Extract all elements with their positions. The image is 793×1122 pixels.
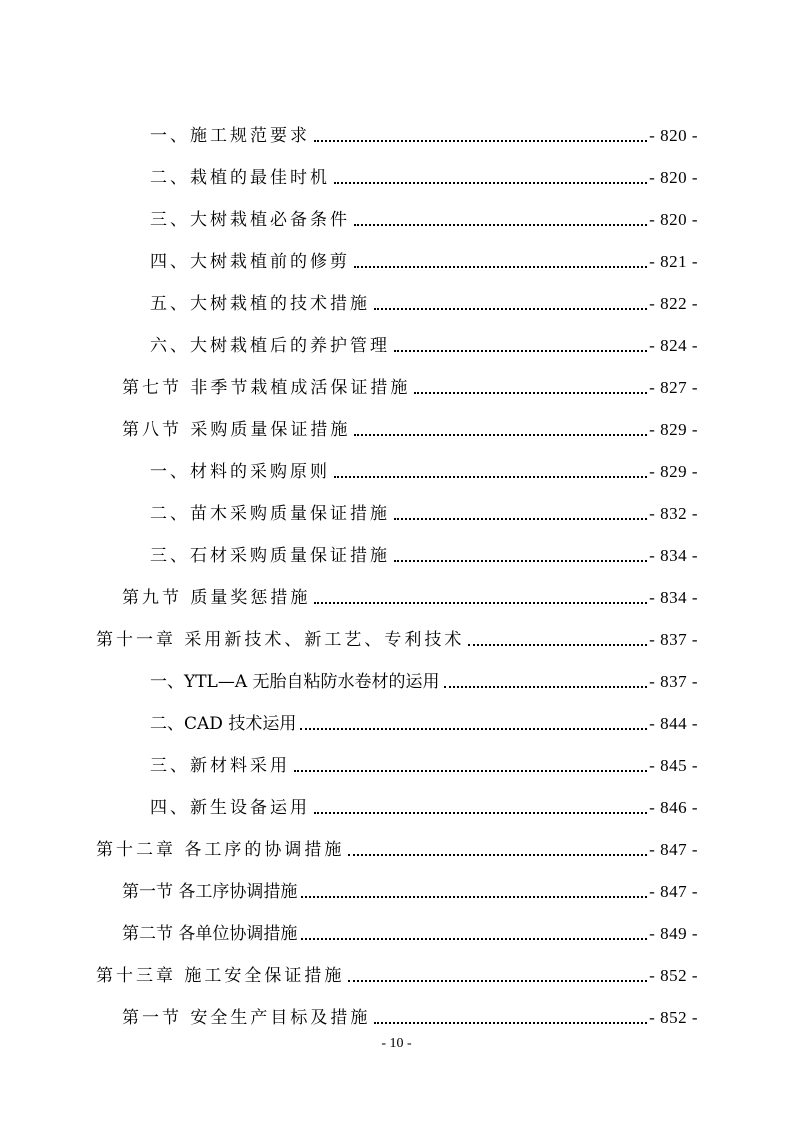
toc-entry-title: 三、新材料采用 — [150, 756, 290, 776]
toc-entry[interactable] — [96, 831, 698, 861]
toc-entry[interactable] — [150, 747, 698, 777]
toc-entry-page: - 837 - — [649, 672, 698, 691]
toc-entry-page: - 822 - — [649, 294, 698, 313]
toc-entry-title: 第九节 质量奖惩措施 — [122, 588, 311, 608]
toc-entry-page: - 820 - — [649, 126, 698, 145]
toc-entry-page: - 849 - — [649, 924, 698, 943]
toc-dot-leader — [300, 728, 647, 730]
toc-dot-leader — [394, 350, 647, 352]
toc-entry-title: 六、大树栽植后的养护管理 — [150, 336, 390, 356]
toc-entry[interactable] — [150, 201, 698, 231]
toc-entry-page: - 834 - — [649, 588, 698, 607]
toc-entry-title: 一、YTL—A 无胎自粘防水卷材的运用 — [150, 672, 440, 692]
toc-entry[interactable] — [150, 285, 698, 315]
toc-entry-page: - 847 - — [649, 840, 698, 859]
toc-entry-page: - 834 - — [649, 546, 698, 565]
toc-entry-title: 第十二章 各工序的协调措施 — [96, 840, 345, 860]
toc-entry-title: 二、苗木采购质量保证措施 — [150, 504, 390, 524]
toc-dot-leader — [334, 182, 647, 184]
toc-entry[interactable] — [150, 117, 698, 147]
toc-entry-title: 第七节 非季节栽植成活保证措施 — [122, 378, 411, 398]
toc-entry-page: - 845 - — [649, 756, 698, 775]
toc-entry[interactable] — [122, 915, 698, 945]
toc-entry[interactable] — [150, 705, 698, 735]
toc-entry-page: - 852 - — [649, 966, 698, 985]
toc-entry[interactable] — [150, 453, 698, 483]
toc-dot-leader — [314, 140, 647, 142]
toc-entry[interactable] — [150, 495, 698, 525]
toc-entry-page: - 820 - — [649, 210, 698, 229]
toc-entry-title: 第十三章 施工安全保证措施 — [96, 966, 345, 986]
toc-dot-leader — [294, 770, 647, 772]
toc-entry[interactable] — [150, 789, 698, 819]
toc-entry-page: - 827 - — [649, 378, 698, 397]
toc-dot-leader — [301, 938, 647, 940]
toc-entry-page: - 832 - — [649, 504, 698, 523]
toc-dot-leader — [354, 266, 647, 268]
toc-entry-title: 三、大树栽植必备条件 — [150, 210, 350, 230]
toc-dot-leader — [394, 518, 647, 520]
toc-entry[interactable] — [96, 621, 698, 651]
toc-dot-leader — [414, 392, 647, 394]
toc-dot-leader — [374, 1022, 647, 1024]
toc-entry-page: - 852 - — [649, 1008, 698, 1027]
toc-entry-title: 第一节 安全生产目标及措施 — [122, 1008, 371, 1028]
toc-entry-title: 五、大树栽植的技术措施 — [150, 294, 370, 314]
toc-entry-page: - 829 - — [649, 420, 698, 439]
toc-dot-leader — [444, 686, 648, 688]
toc-entry-title: 一、材料的采购原则 — [150, 462, 330, 482]
toc-entry[interactable] — [96, 957, 698, 987]
toc-entry-page: - 837 - — [649, 630, 698, 649]
toc-dot-leader — [394, 560, 647, 562]
toc-entry[interactable] — [122, 369, 698, 399]
toc-dot-leader — [334, 476, 647, 478]
toc-entry[interactable] — [150, 159, 698, 189]
toc-entry-title: 第一节 各工序协调措施 — [122, 882, 298, 902]
toc-entry[interactable] — [122, 579, 698, 609]
toc-entry-title: 二、CAD 技术运用 — [150, 714, 297, 734]
toc-dot-leader — [314, 812, 647, 814]
toc-dot-leader — [348, 854, 647, 856]
toc-entry-title: 二、栽植的最佳时机 — [150, 168, 330, 188]
toc-entry[interactable] — [122, 999, 698, 1029]
toc-entry[interactable] — [122, 411, 698, 441]
toc-entry-page: - 847 - — [649, 882, 698, 901]
toc-entry-title: 四、大树栽植前的修剪 — [150, 252, 350, 272]
toc-entry-title: 第十一章 采用新技术、新工艺、专利技术 — [96, 630, 465, 650]
toc-dot-leader — [348, 980, 647, 982]
toc-entry-title: 第二节 各单位协调措施 — [122, 924, 298, 944]
toc-entry-title: 四、新生设备运用 — [150, 798, 310, 818]
toc-dot-leader — [354, 224, 647, 226]
toc-dot-leader — [374, 308, 647, 310]
toc-entry-page: - 829 - — [649, 462, 698, 481]
page-number-footer: - 10 - — [381, 1036, 412, 1051]
toc-entry[interactable] — [150, 663, 698, 693]
toc-entry-page: - 820 - — [649, 168, 698, 187]
toc-entry-title: 三、石材采购质量保证措施 — [150, 546, 390, 566]
toc-entry[interactable] — [150, 243, 698, 273]
toc-entry-title: 一、施工规范要求 — [150, 126, 310, 146]
toc-dot-leader — [354, 434, 647, 436]
toc-dot-leader — [468, 644, 647, 646]
toc-entry[interactable] — [150, 327, 698, 357]
toc-entry[interactable] — [150, 537, 698, 567]
toc-entry-title: 第八节 采购质量保证措施 — [122, 420, 351, 440]
toc-entry-page: - 844 - — [649, 714, 698, 733]
toc-dot-leader — [314, 602, 647, 604]
toc-entry[interactable] — [122, 873, 698, 903]
toc-entry-page: - 846 - — [649, 798, 698, 817]
toc-entry-page: - 824 - — [649, 336, 698, 355]
toc-dot-leader — [301, 896, 647, 898]
toc-entry-page: - 821 - — [649, 252, 698, 271]
